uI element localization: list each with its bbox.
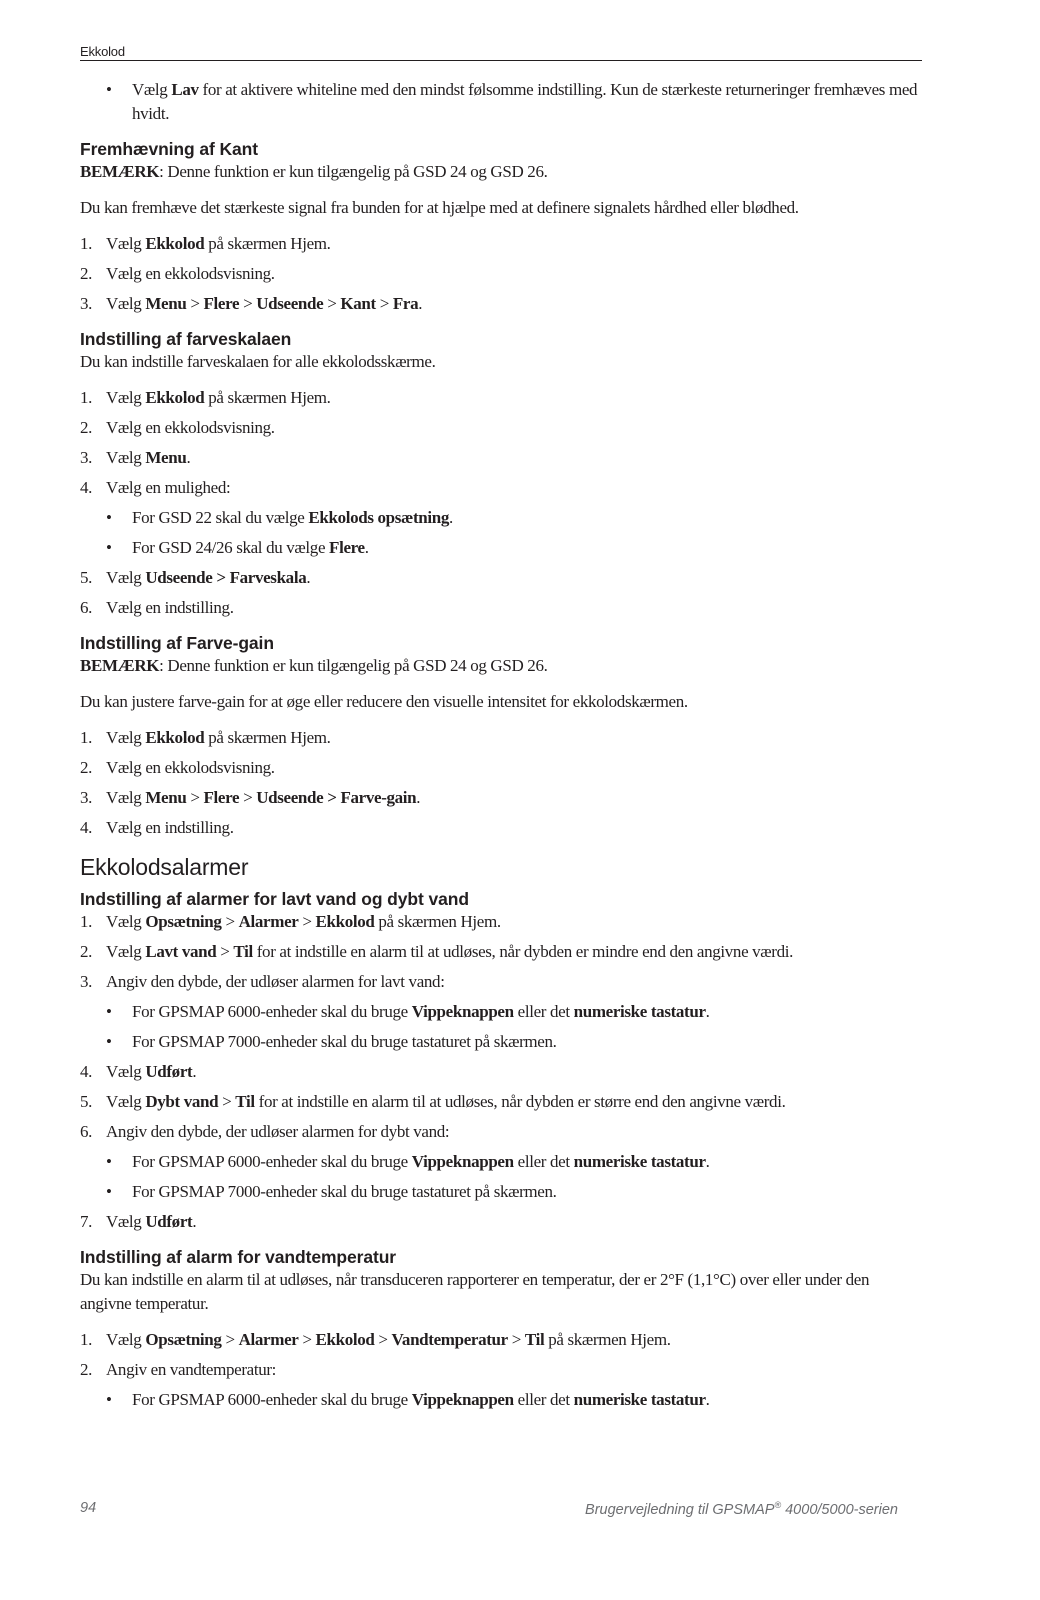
- sub-list: [106, 1150, 922, 1204]
- step-list: [80, 726, 922, 840]
- list-item: 3. Vælg Menu > Flere > Udseende > Kant > Fra.: [80, 294, 423, 313]
- list-item: 1. Vælg Ekkolod på skærmen Hjem.: [80, 728, 331, 747]
- list-item: 4. Vælg Udført.: [80, 1062, 197, 1081]
- list-item: 2. Vælg en ekkolodsvisning.: [80, 418, 275, 437]
- section-heading-colorscale: Indstilling af farveskalaen: [80, 329, 292, 349]
- list-item: • Vælg Lav for at aktivere whiteline med den mindst følsomme indstilling. Kun de stærkeste returneringer fremhæves med hvidt.: [106, 80, 918, 123]
- list-item: 5. Vælg Udseende > Farveskala.: [80, 568, 311, 587]
- list-item: 1. Vælg Ekkolod på skærmen Hjem.: [80, 234, 331, 253]
- paragraph: Du kan indstille en alarm til at udløses, når transduceren rapporterer en temperatur, der er 2°F (1,1°C) over eller under den angivne temperatur.: [80, 1270, 870, 1313]
- paragraph: Du kan fremhæve det stærkeste signal fra bunden for at hjælpe med at definere signalets hårdhed eller blødhed.: [80, 198, 799, 217]
- sub-list: [106, 1388, 922, 1412]
- list-item: 1. Vælg Opsætning > Alarmer > Ekkolod på skærmen Hjem.: [80, 912, 501, 931]
- running-header: Ekkolod: [80, 44, 922, 61]
- list-item: 6. Angiv den dybde, der udløser alarmen for dybt vand: • For GPSMAP 6000-enheder skal du bruge Vippeknappen eller det numeriske tastatur. • For GPSMAP 7000-enheder skal du bruge tastaturet på skærmen.: [80, 1120, 922, 1204]
- step-list: [80, 1328, 922, 1412]
- step-list: [80, 386, 922, 620]
- page-number: 94: [80, 1500, 97, 1516]
- list-item: 1. Vælg Opsætning > Alarmer > Ekkolod > Vandtemperatur > Til på skærmen Hjem.: [80, 1330, 671, 1349]
- list-item: • For GSD 22 skal du vælge Ekkolods opsætning.: [106, 508, 453, 527]
- list-item: • For GPSMAP 7000-enheder skal du bruge tastaturet på skærmen.: [106, 1182, 557, 1201]
- list-item: 3. Angiv den dybde, der udløser alarmen for lavt vand: • For GPSMAP 6000-enheder skal du bruge Vippeknappen eller det numeriske tastatur. • For GPSMAP 7000-enheder skal du bruge tastaturet på skærmen.: [80, 970, 922, 1054]
- paragraph: Du kan indstille farveskalaen for alle ekkolodsskærme.: [80, 352, 436, 371]
- list-item: 2. Vælg en ekkolodsvisning.: [80, 264, 275, 283]
- list-item: • For GPSMAP 6000-enheder skal du bruge Vippeknappen eller det numeriske tastatur.: [106, 1390, 710, 1409]
- section-heading-water-temp: Indstilling af alarm for vandtemperatur: [80, 1247, 397, 1267]
- list-item: 4. Vælg en mulighed: • For GSD 22 skal du vælge Ekkolods opsætning. • For GSD 24/26 skal du vælge Flere.: [80, 476, 922, 560]
- step-list: [80, 910, 922, 1234]
- list-item: • For GSD 24/26 skal du vælge Flere.: [106, 538, 369, 557]
- note: BEMÆRK: Denne funktion er kun tilgængelig på GSD 24 og GSD 26.: [80, 656, 548, 675]
- list-item: 2. Angiv en vandtemperatur: • For GPSMAP 6000-enheder skal du bruge Vippeknappen eller det numeriske tastatur.: [80, 1358, 922, 1412]
- chapter-heading: Ekkolodsalarmer: [80, 854, 249, 880]
- list-item: • For GPSMAP 6000-enheder skal du bruge Vippeknappen eller det numeriske tastatur.: [106, 1152, 710, 1171]
- list-item: • For GPSMAP 6000-enheder skal du bruge Vippeknappen eller det numeriske tastatur.: [106, 1002, 710, 1021]
- list-item: 1. Vælg Ekkolod på skærmen Hjem.: [80, 388, 331, 407]
- list-item: 2. Vælg en ekkolodsvisning.: [80, 758, 275, 777]
- list-item: 4. Vælg en indstilling.: [80, 818, 234, 837]
- list-item: 3. Vælg Menu.: [80, 448, 191, 467]
- section-heading-depth-alarms: Indstilling af alarmer for lavt vand og dybt vand: [80, 889, 469, 909]
- sub-list: [106, 506, 922, 560]
- paragraph: Du kan justere farve-gain for at øge eller reducere den visuelle intensitet for ekkolodskærmen.: [80, 692, 688, 711]
- list-item: 3. Vælg Menu > Flere > Udseende > Farve-gain.: [80, 788, 421, 807]
- list-item: 5. Vælg Dybt vand > Til for at indstille en alarm til at udløses, når dybden er større end den angivne værdi.: [80, 1092, 786, 1111]
- page-content: [80, 78, 922, 1418]
- manual-title: Brugervejledning til GPSMAP® 4000/5000-serien: [585, 1500, 898, 1518]
- list-item: • For GPSMAP 7000-enheder skal du bruge tastaturet på skærmen.: [106, 1032, 557, 1051]
- list-item: 2. Vælg Lavt vand > Til for at indstille en alarm til at udløses, når dybden er mindre end den angivne værdi.: [80, 942, 794, 961]
- step-list: [80, 232, 922, 316]
- list-item: 6. Vælg en indstilling.: [80, 598, 234, 617]
- list-item: 7. Vælg Udført.: [80, 1212, 197, 1231]
- section-heading-edge: Fremhævning af Kant: [80, 139, 258, 159]
- section-heading-colorgain: Indstilling af Farve-gain: [80, 633, 274, 653]
- note: BEMÆRK: Denne funktion er kun tilgængelig på GSD 24 og GSD 26.: [80, 162, 548, 181]
- sub-list: [106, 1000, 922, 1054]
